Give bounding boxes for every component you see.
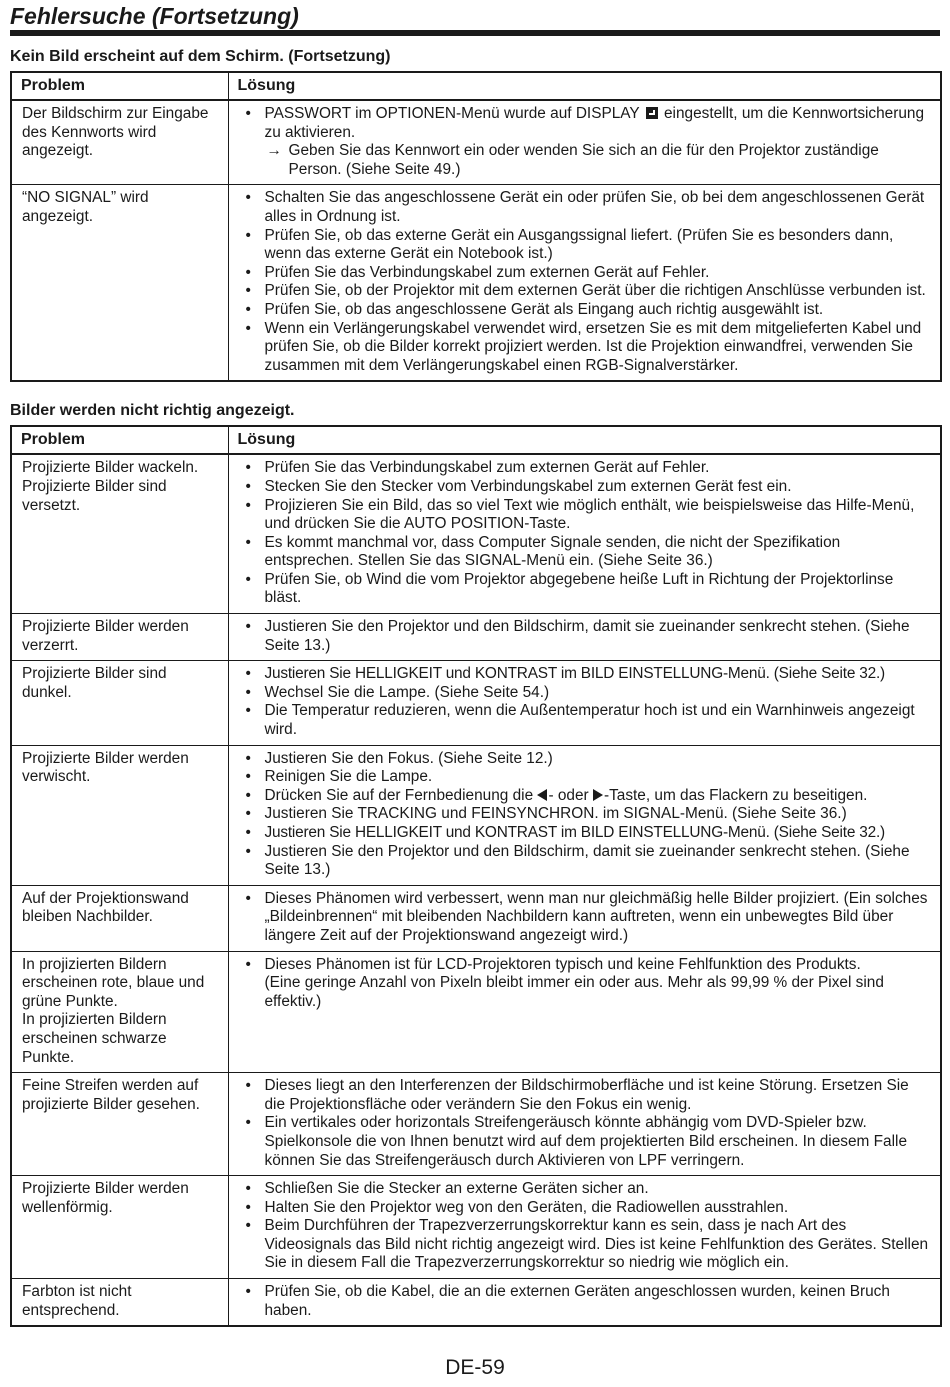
solution-item: • Prüfen Sie, ob das angeschlossene Gerät als Eingang auch richtig ausgewählt ist. — [239, 301, 933, 320]
solution-item: • Schalten Sie das angeschlossene Gerät ein oder prüfen Sie, ob bei dem angeschlossenen Gerät alles in Ordnung ist. — [239, 189, 933, 226]
troubleshooting-table-no-picture — [10, 71, 942, 382]
solution-item: • Dieses Phänomen wird verbessert, wenn man nur gleichmäßig helle Bilder projiziert. (Ein solches „Bildeinbrennen“ mit bleibenden Nachbildern kann auftreten, wenn ein unbewegtes Bild über längere Zeit auf der Projektionswand angezeigt wird.) — [239, 890, 933, 946]
solution-arrow-note: → Geben Sie das Kennwort ein oder wenden Sie sich an die für den Projektor zuständige Person. (Siehe Seite 49.) — [266, 142, 879, 178]
solution-item: • Justieren Sie HELLIGKEIT und KONTRAST im BILD EINSTELLUNG-Menü. (Siehe Seite 32.) — [239, 665, 933, 684]
arrow-right-icon: → — [266, 142, 282, 160]
header-problem: Problem — [11, 426, 228, 454]
solution-cell — [228, 1176, 941, 1279]
solution-item: • Wechsel Sie die Lampe. (Siehe Seite 54.) — [239, 684, 933, 703]
header-loesung: Lösung — [228, 72, 941, 100]
left-triangle-icon — [537, 789, 547, 801]
problem-cell: In projizierten Bildern erscheinen rote, blaue und grüne Punkte. In projizierten Bildern erscheinen schwarze Punkte. — [11, 951, 228, 1073]
problem-cell: Projizierte Bilder werden verzerrt. — [11, 614, 228, 661]
right-triangle-icon — [593, 789, 603, 801]
manual-page — [10, 0, 940, 1327]
table-row — [11, 100, 941, 185]
table-header-row — [11, 72, 941, 100]
problem-cell: Farbton ist nicht entsprechend. — [11, 1279, 228, 1327]
solution-item: • Drücken Sie auf der Fernbedienung die - oder -Taste, um das Flackern zu beseitigen. — [239, 787, 933, 806]
problem-cell: Auf der Projektionswand bleiben Nachbilder. — [11, 885, 228, 951]
solution-item: • Prüfen Sie das Verbindungskabel zum externen Gerät auf Fehler. — [239, 459, 933, 478]
solution-cell — [228, 885, 941, 951]
table-row — [11, 454, 941, 613]
problem-cell: Feine Streifen werden auf projizierte Bilder gesehen. — [11, 1073, 228, 1176]
table-row — [11, 745, 941, 885]
troubleshooting-table-bad-picture — [10, 425, 942, 1327]
solution-item: • PASSWORT im OPTIONEN-Menü wurde auf DISPLAY eingestellt, um die Kennwortsicherung zu aktivieren. — [239, 105, 933, 142]
table-row — [11, 614, 941, 661]
solution-cell — [228, 454, 941, 613]
table-row — [11, 1176, 941, 1279]
solution-item: • Schließen Sie die Stecker an externe Geräten sicher an. — [239, 1180, 933, 1199]
solution-item: • Halten Sie den Projektor weg von den Geräten, die Radiowellen ausstrahlen. — [239, 1199, 933, 1218]
solution-item: • Justieren Sie den Projektor und den Bildschirm, damit sie zueinander senkrecht stehen. (Siehe Seite 13.) — [239, 843, 933, 880]
solution-item: • Stecken Sie den Stecker vom Verbindungskabel zum externen Gerät fest ein. — [239, 478, 933, 497]
solution-cell — [228, 661, 941, 745]
section-title-bad-picture: Bilder werden nicht richtig angezeigt. — [10, 402, 295, 420]
table-row — [11, 1073, 941, 1176]
table-row — [11, 951, 941, 1073]
solution-item: • Projizieren Sie ein Bild, das so viel Text wie möglich enthält, wie beispielsweise das Hilfe-Menü, und drücken Sie die AUTO POSITION-Taste. — [239, 497, 933, 534]
solution-item: • Justieren Sie HELLIGKEIT und KONTRAST im BILD EINSTELLUNG-Menü. (Siehe Seite 32.) — [239, 824, 933, 843]
solution-cell — [228, 614, 941, 661]
enter-key-icon — [646, 107, 658, 119]
solution-item: • Justieren Sie TRACKING und FEINSYNCHRON. im SIGNAL-Menü. (Siehe Seite 36.) — [239, 805, 933, 824]
solution-cell — [228, 1073, 941, 1176]
solution-item: • Justieren Sie den Projektor und den Bildschirm, damit sie zueinander senkrecht stehen. (Siehe Seite 13.) — [239, 618, 933, 655]
header-loesung: Lösung — [228, 426, 941, 454]
problem-cell: Projizierte Bilder werden verwischt. — [11, 745, 228, 885]
section-title-no-picture: Kein Bild erscheint auf dem Schirm. (Fortsetzung) — [10, 48, 391, 65]
solution-item: • Dieses Phänomen ist für LCD-Projektoren typisch und keine Fehlfunktion des Produkts. (Eine geringe Anzahl von Pixeln bleibt immer ein oder aus. Mehr als 99,99 % der Pixel sind effektiv.) — [239, 956, 933, 1012]
solution-item: • Prüfen Sie, ob der Projektor mit dem externen Gerät über die richtigen Anschlüsse verbunden ist. — [239, 282, 933, 301]
problem-cell: “NO SIGNAL” wird angezeigt. — [11, 185, 228, 381]
header-problem: Problem — [11, 72, 228, 100]
solution-cell — [228, 745, 941, 885]
problem-cell: Projizierte Bilder sind dunkel. — [11, 661, 228, 745]
table-row — [11, 661, 941, 745]
solution-cell — [228, 100, 941, 185]
solution-item: • Prüfen Sie das Verbindungskabel zum externen Gerät auf Fehler. — [239, 264, 933, 283]
solution-cell — [228, 1279, 941, 1327]
problem-cell: Projizierte Bilder wackeln. Projizierte Bilder sind versetzt. — [11, 454, 228, 613]
solution-item: • Reinigen Sie die Lampe. — [239, 768, 933, 787]
table-row — [11, 185, 941, 381]
solution-item: • Prüfen Sie, ob das externe Gerät ein Ausgangssignal liefert. (Prüfen Sie es besonders dann, wenn das externe Gerät ein Notebook ist.) — [239, 227, 933, 264]
problem-cell: Projizierte Bilder werden wellenförmig. — [11, 1176, 228, 1279]
solution-cell — [228, 185, 941, 381]
table-row — [11, 885, 941, 951]
problem-cell: Der Bildschirm zur Eingabe des Kennworts wird angezeigt. — [11, 100, 228, 185]
page-number: DE-59 — [445, 1356, 505, 1379]
table-header-row — [11, 426, 941, 454]
table-row — [11, 1279, 941, 1327]
solution-item: • Prüfen Sie, ob Wind die vom Projektor abgegebene heiße Luft in Richtung der Projektorlinse bläst. — [239, 571, 933, 608]
page-title: Fehlersuche (Fortsetzung) — [10, 0, 940, 36]
solution-item: • Es kommt manchmal vor, dass Computer Signale senden, die nicht der Spezifikation entsprechen. Stellen Sie das SIGNAL-Menü ein. (Siehe Seite 36.) — [239, 534, 933, 571]
solution-item: • Beim Durchführen der Trapezverzerrungskorrektur kann es sein, dass je nach Art des Videosignals das Bild nicht richtig angezeigt wird. Dies ist keine Fehlfunktion des Gerätes. Stellen Sie in diesem Fall die Trapezverzerrungskorrektur so niedrig wie möglich ein. — [239, 1217, 933, 1273]
solution-item: • Wenn ein Verlängerungskabel verwendet wird, ersetzen Sie es mit dem mitgelieferten Kabel und prüfen Sie, ob die Bilder korrekt projiziert werden. Ist die Projektion einwandfrei, verwenden Sie zusammen mit dem Verlängerungskabel einen RGB-Signalverstärker. — [239, 320, 933, 376]
solution-item: • Ein vertikales oder horizontals Streifengeräusch könnte abhängig vom DVD-Spieler bzw. Spielkonsole die von Ihnen benutzt wird auf dem projektierten Bild erscheinen. In diesem Falle können Sie das Streifengeräusch durch Aktivieren von LPF verringern. — [239, 1114, 933, 1170]
solution-cell — [228, 951, 941, 1073]
solution-item: • Dieses liegt an den Interferenzen der Bildschirmoberfläche und ist keine Störung. Ersetzen Sie die Projektionsfläche oder verändern Sie den Fokus ein wenig. — [239, 1077, 933, 1114]
solution-item: • Justieren Sie den Fokus. (Siehe Seite 12.) — [239, 750, 933, 769]
solution-item: • Die Temperatur reduzieren, wenn die Außentemperatur hoch ist und ein Warnhinweis angezeigt wird. — [239, 702, 933, 739]
solution-item: • Prüfen Sie, ob die Kabel, die an die externen Geräten angeschlossen wurden, keinen Bruch haben. — [239, 1283, 933, 1320]
